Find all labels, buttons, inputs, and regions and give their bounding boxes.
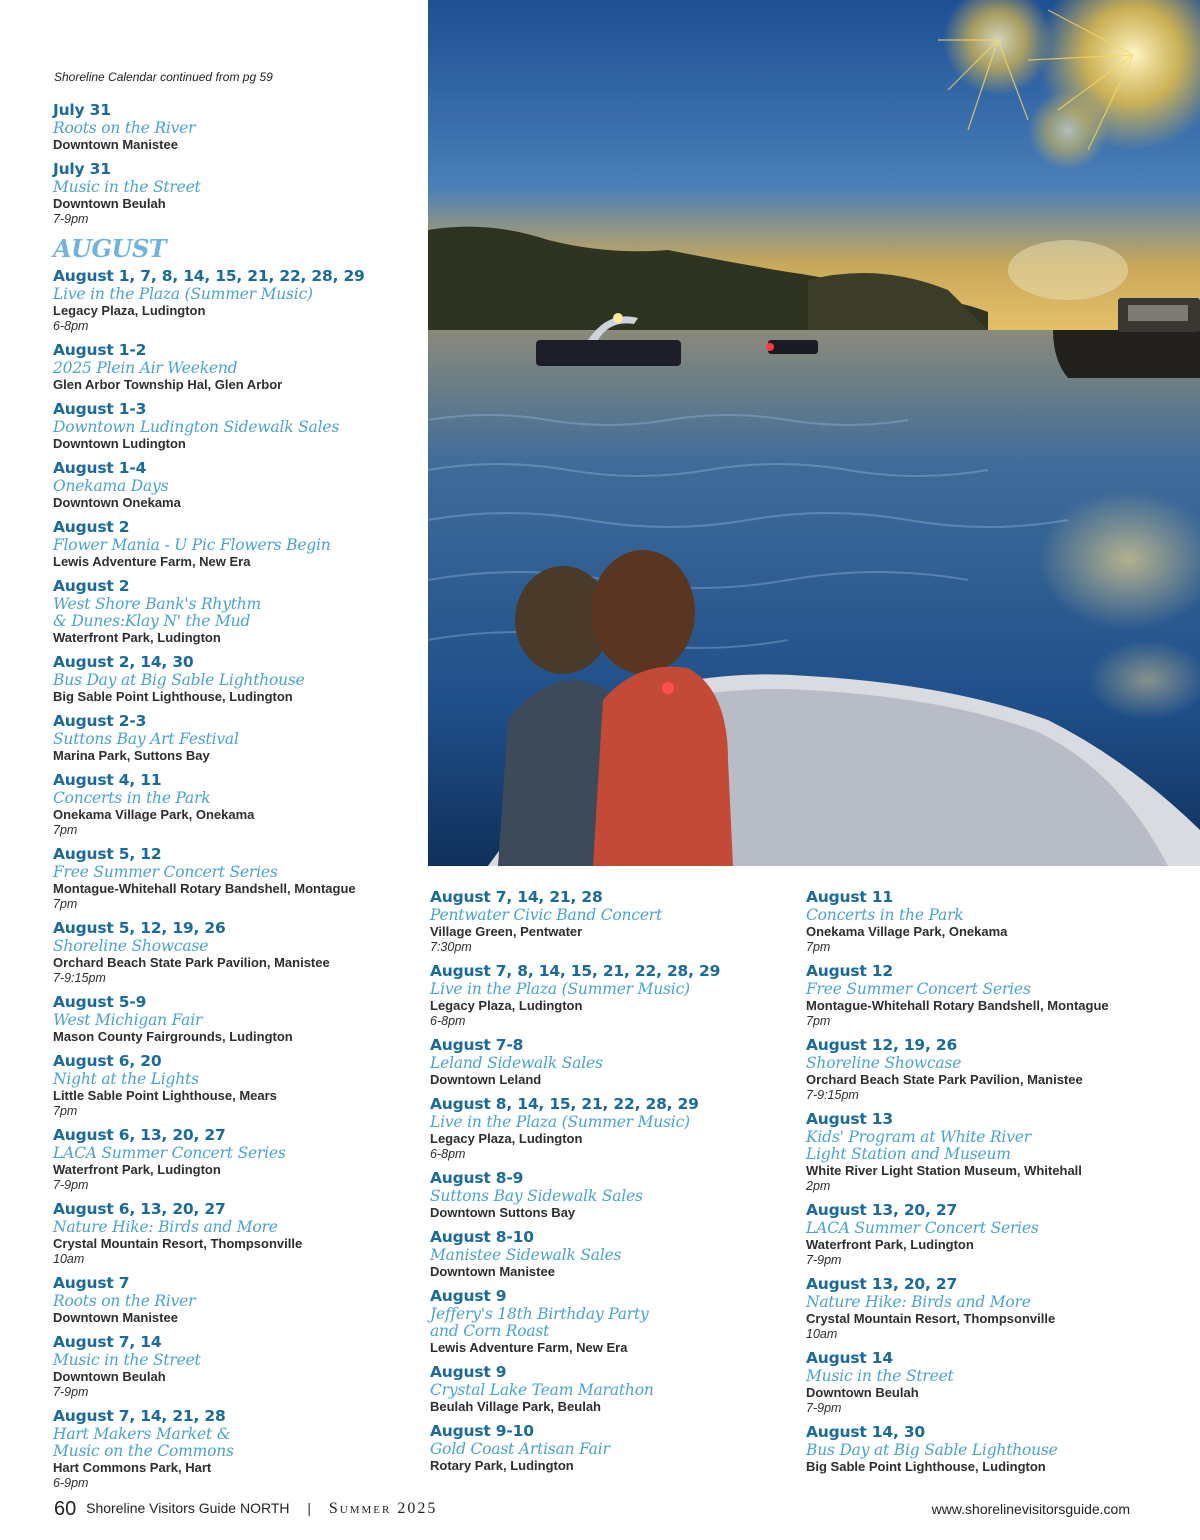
calendar-event bbox=[53, 653, 423, 705]
event-location: Village Green, Pentwater bbox=[430, 924, 583, 939]
event-date: August 5-9 bbox=[53, 993, 147, 1011]
event-location: Orchard Beach State Park Pavilion, Manistee bbox=[53, 955, 330, 970]
calendar-event bbox=[806, 1349, 1196, 1416]
event-title: Free Summer Concert Series bbox=[53, 863, 278, 881]
august-events-left bbox=[53, 267, 423, 1491]
calendar-event bbox=[430, 888, 800, 955]
event-date: August 7 bbox=[53, 1274, 130, 1292]
event-date: August 1-3 bbox=[53, 400, 147, 418]
event-location: Legacy Plaza, Ludington bbox=[430, 1131, 583, 1146]
website-link[interactable]: www.shorelinevisitorsguide.com bbox=[931, 1501, 1130, 1517]
event-date: August 7, 14, 21, 28 bbox=[430, 888, 603, 906]
event-date: August 7, 14 bbox=[53, 1333, 162, 1351]
event-location: Onekama Village Park, Onekama bbox=[53, 807, 255, 822]
event-location: Crystal Mountain Resort, Thompsonville bbox=[806, 1311, 1056, 1326]
event-title: Pentwater Civic Band Concert bbox=[430, 906, 663, 924]
event-location: Onekama Village Park, Onekama bbox=[806, 924, 1008, 939]
event-location: Downtown Beulah bbox=[53, 196, 166, 211]
event-date: August 6, 13, 20, 27 bbox=[53, 1126, 226, 1144]
month-heading-august: AUGUST bbox=[53, 234, 167, 263]
calendar-event bbox=[430, 962, 800, 1029]
event-location: Legacy Plaza, Ludington bbox=[53, 303, 206, 318]
event-time: 7-9:15pm bbox=[806, 1088, 859, 1102]
calendar-event bbox=[53, 712, 423, 764]
event-time: 7pm bbox=[806, 940, 831, 954]
calendar-event bbox=[806, 1275, 1196, 1342]
event-title: Kids' Program at White River Light Station and Museum bbox=[806, 1128, 1031, 1163]
event-date: August 7, 14, 21, 28 bbox=[53, 1407, 226, 1425]
event-time: 7-9pm bbox=[53, 212, 89, 226]
event-location: Downtown Manistee bbox=[53, 137, 178, 152]
event-title: Music in the Street bbox=[53, 1351, 201, 1369]
calendar-event bbox=[430, 1287, 800, 1356]
event-location: Big Sable Point Lighthouse, Ludington bbox=[53, 689, 293, 704]
event-date: August 14 bbox=[806, 1349, 893, 1367]
event-title: Crystal Lake Team Marathon bbox=[430, 1381, 654, 1399]
event-time: 7-9pm bbox=[53, 1178, 89, 1192]
event-date: August 9 bbox=[430, 1363, 507, 1381]
calendar-event bbox=[430, 1095, 800, 1162]
event-date: August 8-10 bbox=[430, 1228, 534, 1246]
event-date: August 9 bbox=[430, 1287, 507, 1305]
event-location: Hart Commons Park, Hart bbox=[53, 1460, 212, 1475]
event-location: Legacy Plaza, Ludington bbox=[430, 998, 583, 1013]
calendar-column-right bbox=[806, 888, 1196, 1482]
calendar-event bbox=[430, 1036, 800, 1088]
event-date: August 2 bbox=[53, 577, 130, 595]
event-location: Downtown Suttons Bay bbox=[430, 1205, 576, 1220]
july-events bbox=[53, 101, 423, 227]
calendar-event bbox=[53, 577, 423, 646]
event-date: August 9-10 bbox=[430, 1422, 534, 1440]
event-location: Downtown Manistee bbox=[430, 1264, 555, 1279]
event-date: August 12, 19, 26 bbox=[806, 1036, 958, 1054]
event-date: August 12 bbox=[806, 962, 893, 980]
event-title: Live in the Plaza (Summer Music) bbox=[430, 980, 690, 998]
event-location: Glen Arbor Township Hal, Glen Arbor bbox=[53, 377, 283, 392]
calendar-event bbox=[53, 993, 423, 1045]
photo-illustration bbox=[428, 0, 1200, 866]
event-date: August 7-8 bbox=[430, 1036, 524, 1054]
event-date: August 6, 13, 20, 27 bbox=[53, 1200, 226, 1218]
event-title: Leland Sidewalk Sales bbox=[430, 1054, 603, 1072]
event-location: Downtown Leland bbox=[430, 1072, 542, 1087]
event-time: 2pm bbox=[806, 1179, 831, 1193]
event-location: Big Sable Point Lighthouse, Ludington bbox=[806, 1459, 1046, 1474]
event-title: LACA Summer Concert Series bbox=[53, 1144, 286, 1162]
event-title: Nature Hike: Birds and More bbox=[53, 1218, 278, 1236]
event-title: West Michigan Fair bbox=[53, 1011, 203, 1029]
event-location: Downtown Beulah bbox=[806, 1385, 919, 1400]
calendar-event bbox=[53, 160, 423, 227]
event-title: Live in the Plaza (Summer Music) bbox=[430, 1113, 690, 1131]
event-location: Marina Park, Suttons Bay bbox=[53, 748, 210, 763]
event-date: August 2-3 bbox=[53, 712, 147, 730]
event-time: 6-8pm bbox=[53, 319, 89, 333]
event-time: 7-9:15pm bbox=[53, 971, 106, 985]
event-location: Orchard Beach State Park Pavilion, Manistee bbox=[806, 1072, 1083, 1087]
event-time: 10am bbox=[53, 1252, 85, 1266]
event-date: August 2, 14, 30 bbox=[53, 653, 194, 671]
event-title: Bus Day at Big Sable Lighthouse bbox=[806, 1441, 1058, 1459]
continued-note: Shoreline Calendar continued from pg 59 bbox=[54, 70, 273, 84]
event-title: Suttons Bay Sidewalk Sales bbox=[430, 1187, 643, 1205]
calendar-event bbox=[53, 1126, 423, 1193]
calendar-event bbox=[53, 400, 423, 452]
calendar-event bbox=[53, 771, 423, 838]
page-footer bbox=[54, 1498, 1130, 1522]
event-time: 7-9pm bbox=[806, 1401, 842, 1415]
event-location: Crystal Mountain Resort, Thompsonville bbox=[53, 1236, 303, 1251]
page-number: 60 bbox=[54, 1498, 77, 1520]
event-location: Downtown Ludington bbox=[53, 436, 186, 451]
event-date: August 5, 12, 19, 26 bbox=[53, 919, 226, 937]
event-time: 7:30pm bbox=[430, 940, 472, 954]
event-location: Beulah Village Park, Beulah bbox=[430, 1399, 601, 1414]
event-title: Music in the Street bbox=[53, 178, 201, 196]
event-date: August 2 bbox=[53, 518, 130, 536]
event-time: 7pm bbox=[53, 897, 78, 911]
event-title: Jeffery's 18th Birthday Party and Corn Roast bbox=[430, 1305, 649, 1340]
footer-separator: | bbox=[307, 1500, 312, 1516]
event-location: Waterfront Park, Ludington bbox=[53, 630, 221, 645]
event-date: August 6, 20 bbox=[53, 1052, 162, 1070]
calendar-event bbox=[53, 919, 423, 986]
event-title: Live in the Plaza (Summer Music) bbox=[53, 285, 313, 303]
event-location: Waterfront Park, Ludington bbox=[53, 1162, 221, 1177]
calendar-event bbox=[53, 518, 423, 570]
event-location: Downtown Onekama bbox=[53, 495, 181, 510]
event-title: Roots on the River bbox=[53, 119, 196, 137]
calendar-event bbox=[53, 1333, 423, 1400]
event-location: White River Light Station Museum, Whitehall bbox=[806, 1163, 1082, 1178]
calendar-event bbox=[53, 341, 423, 393]
issue-season: Summer 2025 bbox=[328, 1500, 438, 1517]
event-date: August 8, 14, 15, 21, 22, 28, 29 bbox=[430, 1095, 699, 1113]
event-location: Rotary Park, Ludington bbox=[430, 1458, 574, 1473]
event-date: August 4, 11 bbox=[53, 771, 162, 789]
event-location: Mason County Fairgrounds, Ludington bbox=[53, 1029, 293, 1044]
calendar-event bbox=[806, 1201, 1196, 1268]
event-title: Free Summer Concert Series bbox=[806, 980, 1031, 998]
calendar-event bbox=[430, 1228, 800, 1280]
event-title: Concerts in the Park bbox=[806, 906, 964, 924]
calendar-event bbox=[430, 1363, 800, 1415]
event-title: Gold Coast Artisan Fair bbox=[430, 1440, 610, 1458]
calendar-event bbox=[53, 845, 423, 912]
event-title: Suttons Bay Art Festival bbox=[53, 730, 239, 748]
calendar-event bbox=[53, 1407, 423, 1491]
event-time: 10am bbox=[806, 1327, 838, 1341]
event-date: August 8-9 bbox=[430, 1169, 524, 1187]
event-date: August 7, 8, 14, 15, 21, 22, 28, 29 bbox=[430, 962, 721, 980]
calendar-column-left bbox=[53, 101, 423, 1498]
event-title: Downtown Ludington Sidewalk Sales bbox=[53, 418, 340, 436]
calendar-event bbox=[806, 1423, 1196, 1475]
event-time: 7-9pm bbox=[53, 1385, 89, 1399]
event-date: August 14, 30 bbox=[806, 1423, 926, 1441]
calendar-event bbox=[53, 459, 423, 511]
event-date: July 31 bbox=[53, 160, 111, 178]
event-title: Bus Day at Big Sable Lighthouse bbox=[53, 671, 305, 689]
event-location: Little Sable Point Lighthouse, Mears bbox=[53, 1088, 277, 1103]
event-location: Lewis Adventure Farm, New Era bbox=[53, 554, 251, 569]
event-title: Hart Makers Market & Music on the Commons bbox=[53, 1425, 234, 1460]
event-date: August 1-2 bbox=[53, 341, 147, 359]
calendar-column-middle bbox=[430, 888, 800, 1481]
event-location: Downtown Manistee bbox=[53, 1310, 178, 1325]
event-date: August 1-4 bbox=[53, 459, 147, 477]
event-title: Roots on the River bbox=[53, 1292, 196, 1310]
event-date: July 31 bbox=[53, 101, 111, 119]
event-location: Waterfront Park, Ludington bbox=[806, 1237, 974, 1252]
calendar-event bbox=[53, 1052, 423, 1119]
calendar-event bbox=[430, 1422, 800, 1474]
event-time: 6-9pm bbox=[53, 1476, 89, 1490]
calendar-event bbox=[53, 1200, 423, 1267]
event-location: Montague-Whitehall Rotary Bandshell, Montague bbox=[53, 881, 356, 896]
event-time: 6-8pm bbox=[430, 1014, 466, 1028]
fireworks-boat-photo bbox=[428, 0, 1200, 866]
event-title: Nature Hike: Birds and More bbox=[806, 1293, 1031, 1311]
event-date: August 13 bbox=[806, 1110, 893, 1128]
event-title: 2025 Plein Air Weekend bbox=[53, 359, 238, 377]
event-time: 7-9pm bbox=[806, 1253, 842, 1267]
calendar-event bbox=[806, 1110, 1196, 1194]
event-date: August 11 bbox=[806, 888, 893, 906]
event-title: Shoreline Showcase bbox=[806, 1054, 962, 1072]
calendar-event bbox=[806, 888, 1196, 955]
calendar-event bbox=[53, 267, 423, 334]
event-title: Concerts in the Park bbox=[53, 789, 211, 807]
publication-name: Shoreline Visitors Guide NORTH bbox=[86, 1500, 290, 1516]
calendar-event bbox=[53, 1274, 423, 1326]
event-date: August 13, 20, 27 bbox=[806, 1275, 958, 1293]
event-date: August 13, 20, 27 bbox=[806, 1201, 958, 1219]
event-location: Downtown Beulah bbox=[53, 1369, 166, 1384]
event-time: 6-8pm bbox=[430, 1147, 466, 1161]
calendar-event bbox=[806, 962, 1196, 1029]
event-title: Shoreline Showcase bbox=[53, 937, 209, 955]
event-title: Manistee Sidewalk Sales bbox=[430, 1246, 622, 1264]
event-title: Onekama Days bbox=[53, 477, 169, 495]
calendar-event bbox=[806, 1036, 1196, 1103]
event-date: August 5, 12 bbox=[53, 845, 162, 863]
event-time: 7pm bbox=[53, 823, 78, 837]
event-title: West Shore Bank's Rhythm & Dunes:Klay N' the Mud bbox=[53, 595, 262, 630]
event-title: Night at the Lights bbox=[53, 1070, 199, 1088]
calendar-event bbox=[53, 101, 423, 153]
event-title: Music in the Street bbox=[806, 1367, 954, 1385]
event-time: 7pm bbox=[53, 1104, 78, 1118]
event-title: LACA Summer Concert Series bbox=[806, 1219, 1039, 1237]
event-location: Montague-Whitehall Rotary Bandshell, Montague bbox=[806, 998, 1109, 1013]
event-date: August 1, 7, 8, 14, 15, 21, 22, 28, 29 bbox=[53, 267, 365, 285]
calendar-event bbox=[430, 1169, 800, 1221]
event-time: 7pm bbox=[806, 1014, 831, 1028]
event-location: Lewis Adventure Farm, New Era bbox=[430, 1340, 628, 1355]
event-title: Flower Mania - U Pic Flowers Begin bbox=[53, 536, 331, 554]
